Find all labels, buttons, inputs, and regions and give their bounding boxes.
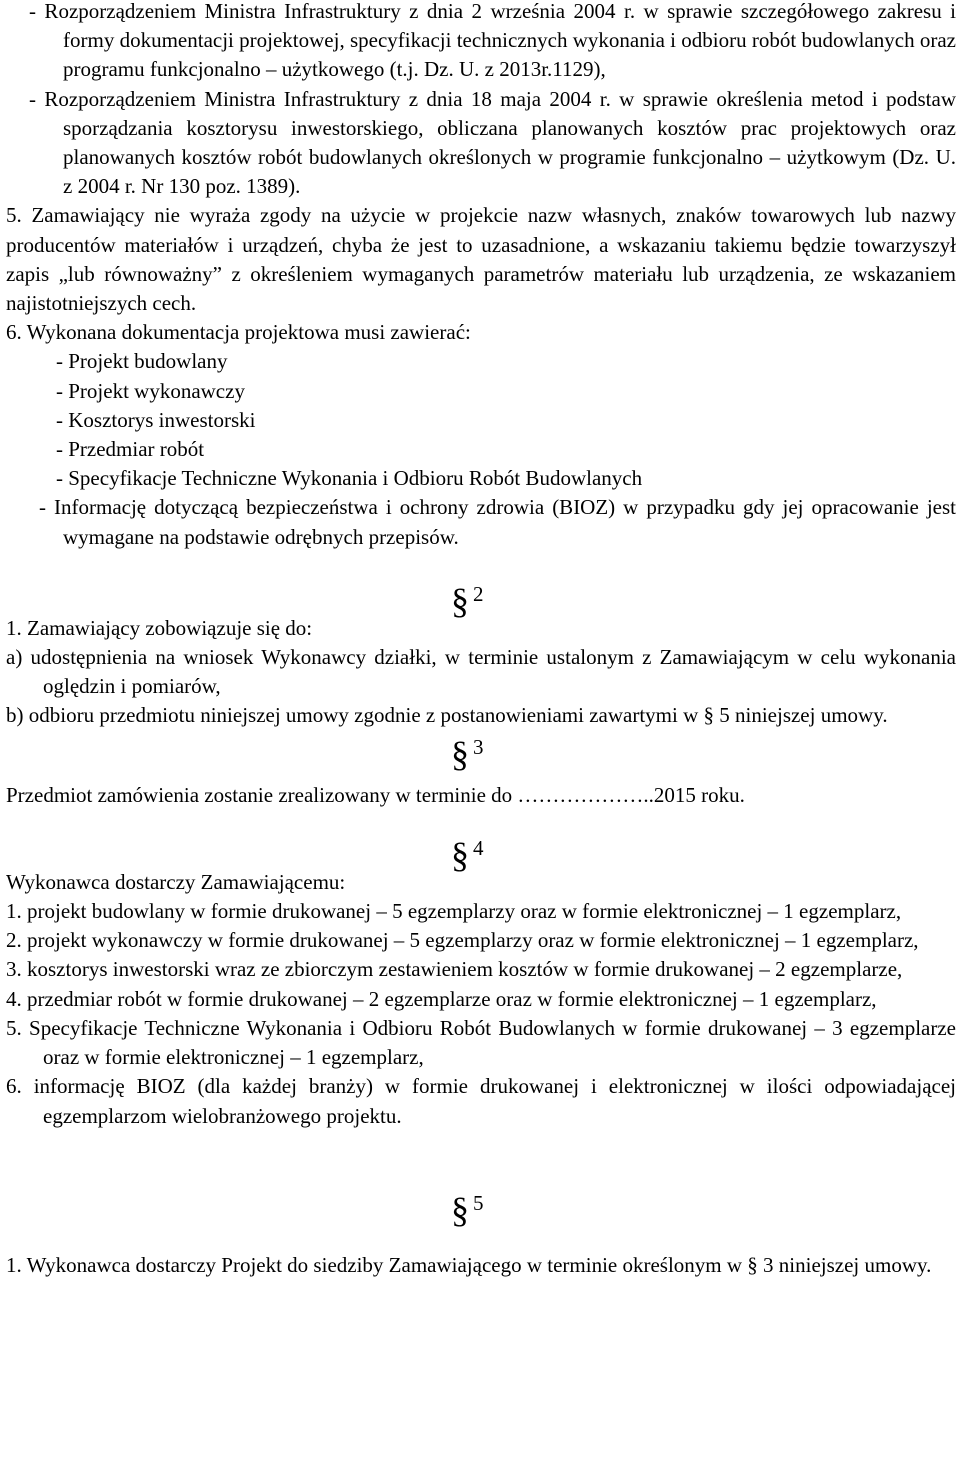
point-6-heading: 6. Wykonana dokumentacja projektowa musi zawierać: bbox=[6, 320, 471, 345]
doc-item-3: - Kosztorys inwestorski bbox=[56, 407, 256, 432]
paragraph-symbol-3 bbox=[451, 733, 511, 774]
section-3-heading bbox=[6, 733, 956, 774]
section-2-heading bbox=[6, 580, 956, 621]
section-5-item-1: 1. Wykonawca dostarczy Projekt do siedziby Zamawiającego w terminie określonym w § 3 niniejszej umowy. bbox=[6, 1252, 932, 1277]
section-2-item-b: b) odbioru przedmiotu niniejszej umowy zgodnie z postanowieniami zawartymi w § 5 niniejszej umowy. bbox=[6, 703, 888, 728]
document-page bbox=[6, 0, 956, 1280]
regulation-item-1: - Rozporządzeniem Ministra Infrastruktury z dnia 2 września 2004 r. w sprawie szczegółowego zakresu i formy dokumentacji projektowej, specyfikacji technicznych wykonania i odbioru robót budowlanych oraz programu funkcjonalno – użytkowego (t.j. Dz. U. z 2013r.1129), bbox=[29, 0, 956, 82]
section-symbol-icon: § bbox=[451, 834, 469, 875]
section-number: 2 bbox=[473, 581, 484, 606]
section-4-item-6: 6. informację BIOZ (dla każdej branży) w formie drukowanej i elektronicznej w ilości odpowiadającej egzemplarzom wielobranżowego projektu. bbox=[6, 1074, 956, 1128]
section-number: 5 bbox=[473, 1190, 484, 1215]
section-4-heading bbox=[6, 834, 956, 875]
section-4-intro: Wykonawca dostarczy Zamawiającemu: bbox=[6, 869, 346, 894]
section-5-heading bbox=[6, 1189, 956, 1230]
section-symbol-icon: § bbox=[451, 1189, 469, 1230]
section-3-text: Przedmiot zamówienia zostanie zrealizowany w terminie do ………………..2015 roku. bbox=[6, 782, 745, 807]
doc-item-5: - Specyfikacje Techniczne Wykonania i Odbioru Robót Budowlanych bbox=[56, 466, 643, 491]
section-4-item-2: 2. projekt wykonawczy w formie drukowanej – 5 egzemplarzy oraz w formie elektronicznej – 1 egzemplarz, bbox=[6, 928, 919, 953]
section-4-item-5: 5. Specyfikacje Techniczne Wykonania i Odbioru Robót Budowlanych w formie drukowanej – 3 egzemplarze oraz w formie elektronicznej – 1 egzemplarz, bbox=[6, 1015, 956, 1070]
section-symbol-icon: § bbox=[451, 580, 469, 621]
doc-item-6: - Informację dotyczącą bezpieczeństwa i ochrony zdrowia (BIOZ) w przypadku gdy jej opracowanie jest wymagane na podstawie odrębnych przepisów. bbox=[39, 495, 956, 549]
section-2-intro: 1. Zamawiający zobowiązuje się do: bbox=[6, 615, 313, 640]
paragraph-symbol-4 bbox=[451, 834, 511, 875]
regulation-item-2: - Rozporządzeniem Ministra Infrastruktury z dnia 18 maja 2004 r. w sprawie określenia metod i podstaw sporządzania kosztorysu inwestorskiego, obliczana planowanych kosztów prac projektowych oraz planowanych kosztów robót budowlanych określonych w programie funkcjonalno – użytkowym (Dz. U. z 2004 r. Nr 130 poz. 1389). bbox=[29, 86, 956, 199]
paragraph-symbol-2 bbox=[451, 580, 511, 621]
section-number: 4 bbox=[473, 835, 484, 860]
section-4-item-4: 4. przedmiar robót w formie drukowanej – 2 egzemplarze oraz w formie elektronicznej – 1 egzemplarz, bbox=[6, 986, 877, 1011]
point-5: 5. Zamawiający nie wyraża zgody na użycie w projekcie nazw własnych, znaków towarowych lub nazwy producentów materiałów i urządzeń, chyba że jest to uzasadnione, a wskazaniu takiemu będzie towarzyszył zapis „lub równoważny” z określeniem wymaganych parametrów materiału lub urządzenia, ze wskazaniem najistotniejszych cech. bbox=[6, 203, 956, 316]
section-symbol-icon: § bbox=[451, 733, 469, 774]
doc-item-1: - Projekt budowlany bbox=[56, 349, 228, 374]
doc-item-4: - Przedmiar robót bbox=[56, 437, 205, 462]
doc-item-2: - Projekt wykonawczy bbox=[56, 378, 245, 403]
section-4-item-3: 3. kosztorys inwestorski wraz ze zbiorczym zestawieniem kosztów w formie drukowanej – 2 egzemplarze, bbox=[6, 957, 903, 982]
section-4-item-1: 1. projekt budowlany w formie drukowanej – 5 egzemplarzy oraz w formie elektronicznej – 1 egzemplarz, bbox=[6, 899, 902, 924]
section-2-item-a: a) udostępnienia na wniosek Wykonawcy działki, w terminie ustalonym z Zamawiającym w celu wykonania oględzin i pomiarów, bbox=[6, 645, 956, 699]
paragraph-symbol-5 bbox=[451, 1189, 511, 1230]
section-number: 3 bbox=[473, 734, 484, 759]
